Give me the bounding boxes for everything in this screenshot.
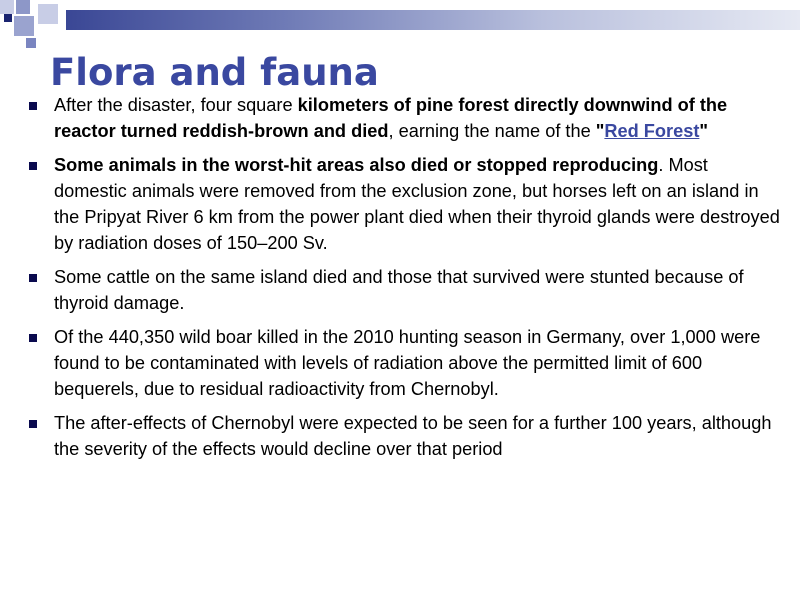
bullet-text (54, 264, 780, 316)
bullet-text-run: . Most domestic animals were removed from the exclusion zone, but horses left on an island in the Pripyat River 6 km from the power plant died when their thyroid glands were destroyed by radiation doses of 150–200 Sv. (54, 155, 780, 253)
bullet-list (24, 92, 780, 470)
bullet-item (24, 410, 780, 462)
deco-square (14, 16, 34, 36)
bullet-bold-run: kilometers of pine forest directly downwind of the reactor turned reddish-brown and died (54, 95, 728, 141)
quote-mark: " (699, 121, 709, 141)
bullet-text-run: The after-effects of Chernobyl were expected to be seen for a further 100 years, although the severity of the effects would decline over that period (54, 413, 772, 459)
bullet-bold-run: Some animals in the worst-hit areas also died or stopped reproducing (54, 155, 659, 175)
bullet-text-run: Some cattle on the same island died and those that survived were stunted because of thyroid damage. (54, 267, 744, 313)
bullet-text (54, 410, 780, 462)
bullet-item (24, 324, 780, 402)
bullet-item (24, 152, 780, 256)
deco-square (26, 38, 36, 48)
deco-square (0, 0, 14, 14)
title-accent-bar (66, 10, 800, 30)
bullet-square-icon (29, 420, 37, 428)
bullet-text-run: Of the 440,350 wild boar killed in the 2010 hunting season in Germany, over 1,000 were found to be contaminated with levels of radiation above the permitted limit of 600 bequerels, due to residual radioactivity from Chernobyl. (54, 327, 761, 399)
bullet-square-icon (29, 162, 37, 170)
bullet-square-icon (29, 102, 37, 110)
quote-mark: " (595, 121, 605, 141)
bullet-square-icon (29, 274, 37, 282)
bullet-square-icon (29, 334, 37, 342)
bullet-text-run: After the disaster, four square (54, 95, 298, 115)
bullet-text (54, 324, 780, 402)
bullet-item (24, 264, 780, 316)
decorative-squares-icon (0, 0, 62, 56)
bullet-text (54, 92, 780, 144)
deco-square (4, 14, 12, 22)
bullet-text (54, 152, 780, 256)
bullet-text-run: , earning the name of the (388, 121, 596, 141)
red-forest-link[interactable]: Red Forest (604, 121, 700, 141)
deco-square (38, 4, 58, 24)
bullet-item (24, 92, 780, 144)
slide-title: Flora and fauna (50, 51, 379, 94)
deco-square (16, 0, 30, 14)
